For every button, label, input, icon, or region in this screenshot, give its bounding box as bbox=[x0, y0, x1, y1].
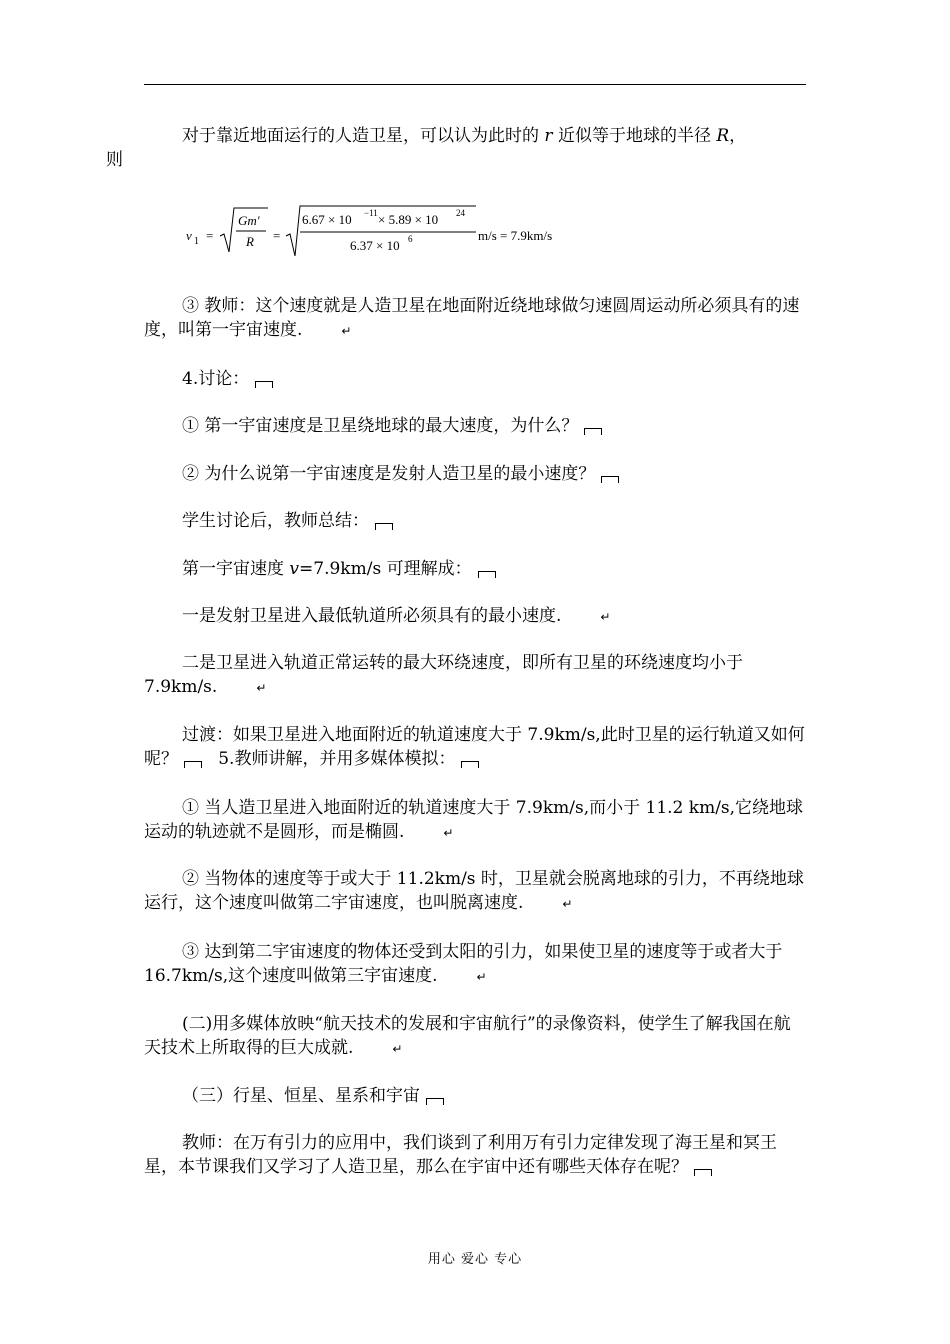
paragraph-point-2: 二是卫星进入轨道正常运转的最大环绕速度，即所有卫星的环绕速度均小于 7.9km/s. ↵ bbox=[144, 653, 743, 697]
paragraph-question-1: ① 第一宇宙速度是卫星绕地球的最大速度，为什么？ bbox=[144, 414, 806, 438]
paragraph-first-velocity: 第一宇宙速度 v=7.9km/s 可理解成： bbox=[144, 557, 806, 581]
formula-lhs: v bbox=[186, 228, 192, 243]
svg-text:R: R bbox=[246, 234, 254, 249]
paragraph-transition: 过渡：如果卫星进入地面附近的轨道速度大于 7.9km/s,此时卫星的运行轨道又如何呢？ 5.教师讲解，并用多媒体模拟： bbox=[144, 725, 805, 769]
paragraph-intro: 对于靠近地面运行的人造卫星，可以认为此时的 r 近似等于地球的半径 R， 则 bbox=[106, 126, 747, 170]
first-cosmic-velocity-formula bbox=[186, 200, 606, 270]
paragraph-ellipse: ① 当人造卫星进入地面附近的轨道速度大于 7.9km/s,而小于 11.2 km/s,它绕地球运动的轨迹就不是圆形，而是椭圆. ↵ bbox=[144, 798, 804, 842]
svg-text:24: 24 bbox=[456, 208, 465, 218]
header-rule bbox=[144, 84, 806, 85]
svg-text:1: 1 bbox=[194, 236, 199, 247]
svg-text:=: = bbox=[206, 228, 214, 243]
paragraph-discussion-heading: 4.讨论： bbox=[144, 367, 806, 391]
paragraph-teacher-3: ③ 教师：这个速度就是人造卫星在地面附近绕地球做匀速圆周运动所必须具有的速度，叫第一宇宙速度. ↵ bbox=[144, 296, 800, 340]
paragraph-third-velocity: ③ 达到第二宇宙速度的物体还受到太阳的引力，如果使卫星的速度等于或者大于 16.7km/s,这个速度叫做第三宇宙速度. ↵ bbox=[144, 942, 783, 986]
numerator-a: 6.67 × 10 bbox=[302, 212, 352, 227]
denominator: 6.37 × 10 bbox=[350, 238, 400, 253]
formula-result: m/s = 7.9km/s bbox=[478, 228, 553, 243]
paragraph-teacher-closing: 教师：在万有引力的应用中，我们谈到了利用万有引力定律发现了海王星和冥王星，本节课我们又学习了人造卫星，那么在宇宙中还有哪些天体存在呢？ bbox=[144, 1133, 777, 1177]
paragraph-media: (二)用多媒体放映“航天技术的发展和宇宙航行”的录像资料，使学生了解我国在航天技术上所取得的巨大成就. ↵ bbox=[144, 1014, 791, 1058]
svg-text:−11: −11 bbox=[364, 208, 378, 218]
paragraph-point-1: 一是发射卫星进入最低轨道所必须具有的最小速度. ↵ bbox=[182, 606, 611, 626]
numerator-b: × 5.89 × 10 bbox=[378, 212, 439, 227]
svg-text:=: = bbox=[273, 228, 281, 243]
paragraph-summary-intro: 学生讨论后，教师总结： bbox=[144, 509, 806, 533]
section-heading-3: （三）行星、恒星、星系和宇宙 bbox=[144, 1084, 806, 1108]
page-footer: 用心 爱心 专心 bbox=[427, 1252, 523, 1267]
svg-text:Gm′: Gm′ bbox=[238, 213, 260, 228]
paragraph-question-2: ② 为什么说第一宇宙速度是发射人造卫星的最小速度？ bbox=[144, 462, 806, 486]
paragraph-second-velocity: ② 当物体的速度等于或大于 11.2km/s 时，卫星就会脱离地球的引力，不再绕地球运行，这个速度叫做第二宇宙速度，也叫脱离速度. ↵ bbox=[144, 869, 804, 913]
svg-text:6: 6 bbox=[408, 234, 413, 244]
